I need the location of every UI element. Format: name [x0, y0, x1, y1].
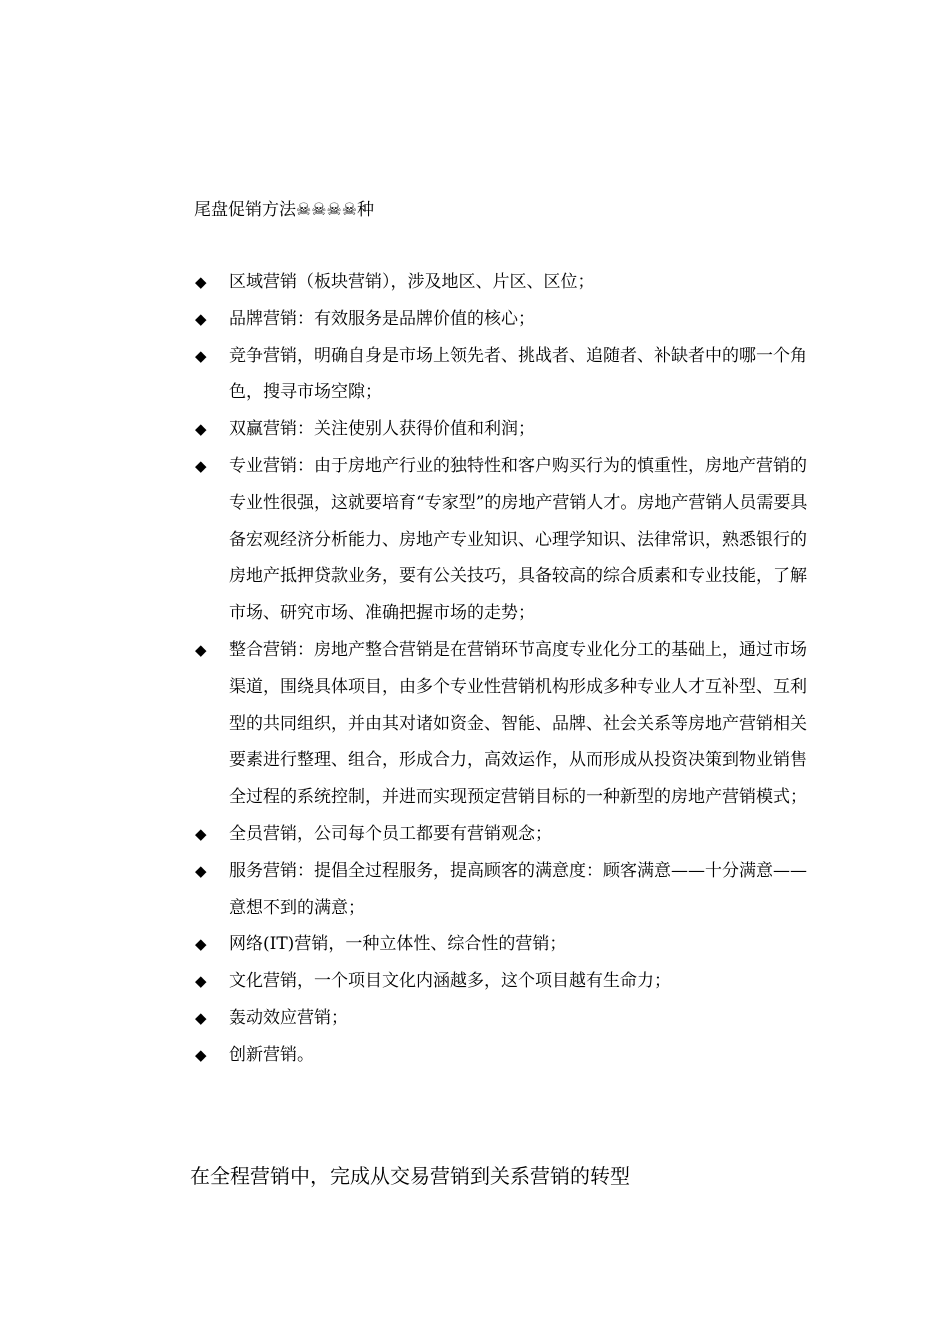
list-item-text: 专业营销：由于房地产行业的独特性和客户购买行为的慎重性，房地产营销的专业性很强，这就要培育“专家型”的房地产营销人才。房地产营销人员需要具备宏观经济分析能力、房地产专业知识、心理学知识、法律常识，熟悉银行的房地产抵押贷款业务，要有公关技巧，具备较高的综合质素和专业技能，了解市场、研究市场、准确把握市场的走势；	[229, 455, 808, 624]
diamond-bullet-icon: ◆	[195, 1008, 207, 1027]
diamond-bullet-icon: ◆	[195, 640, 207, 659]
document-title: 尾盘促销方法☠☠☠☠种	[194, 200, 374, 220]
diamond-bullet-icon: ◆	[195, 972, 207, 991]
list-item	[195, 1037, 810, 1074]
list-item	[195, 1000, 810, 1037]
list-item-text: 区域营销（板块营销），涉及地区、片区、区位；	[229, 272, 595, 292]
section-heading: 在全程营销中，完成从交易营销到关系营销的转型	[190, 1164, 630, 1188]
list-item	[195, 816, 810, 853]
diamond-bullet-icon: ◆	[195, 1045, 207, 1064]
diamond-bullet-icon: ◆	[195, 935, 207, 954]
list-item-text: 竞争营销，明确自身是市场上领先者、挑战者、追随者、补缺者中的哪一个角色，搜寻市场空隙；	[229, 345, 807, 403]
list-item-text: 创新营销。	[229, 1044, 314, 1065]
list-item-text: 文化营销，一个项目文化内涵越多，这个项目越有生命力；	[229, 971, 671, 992]
list-item-text: 品牌营销：有效服务是品牌价值的核心；	[229, 308, 535, 329]
list-item-text: 整合营销：房地产整合营销是在营销环节高度专业化分工的基础上，通过市场渠道，围绕具体项目，由多个专业性营销机构形成多种专业人才互补型、互利型的共同组织，并由其对诸如资金、智能、品牌、社会关系等房地产营销相关要素进行整理、组合，形成合力，高效运作，从而形成从投资决策到物业销售全过程的系统控制，并进而实现预定营销目标的一种新型的房地产营销模式；	[229, 639, 807, 808]
list-item	[195, 338, 810, 412]
list-item	[195, 411, 810, 448]
marketing-methods-list	[195, 264, 810, 1074]
list-item	[195, 926, 810, 963]
diamond-bullet-icon: ◆	[195, 420, 207, 439]
list-item	[195, 448, 810, 632]
list-item-text: 双赢营销：关注使别人获得价值和利润；	[229, 419, 535, 440]
list-item	[195, 963, 810, 1000]
diamond-bullet-icon: ◆	[195, 861, 207, 880]
diamond-bullet-icon: ◆	[195, 309, 207, 328]
list-item-text: 网络(IT)营销，一种立体性、综合性的营销；	[229, 934, 567, 955]
list-item-text: 全员营销，公司每个员工都要有营销观念；	[229, 823, 552, 844]
diamond-bullet-icon: ◆	[195, 824, 207, 843]
diamond-bullet-icon: ◆	[195, 346, 207, 365]
diamond-bullet-icon: ◆	[195, 273, 207, 291]
list-item	[195, 264, 810, 301]
diamond-bullet-icon: ◆	[195, 456, 207, 475]
list-item-text: 轰动效应营销；	[229, 1007, 348, 1028]
list-item	[195, 632, 810, 816]
list-item-text: 服务营销：提倡全过程服务，提高顾客的满意度：顾客满意——十分满意——意想不到的满意；	[229, 860, 807, 918]
list-item	[195, 301, 810, 338]
list-item	[195, 853, 810, 927]
